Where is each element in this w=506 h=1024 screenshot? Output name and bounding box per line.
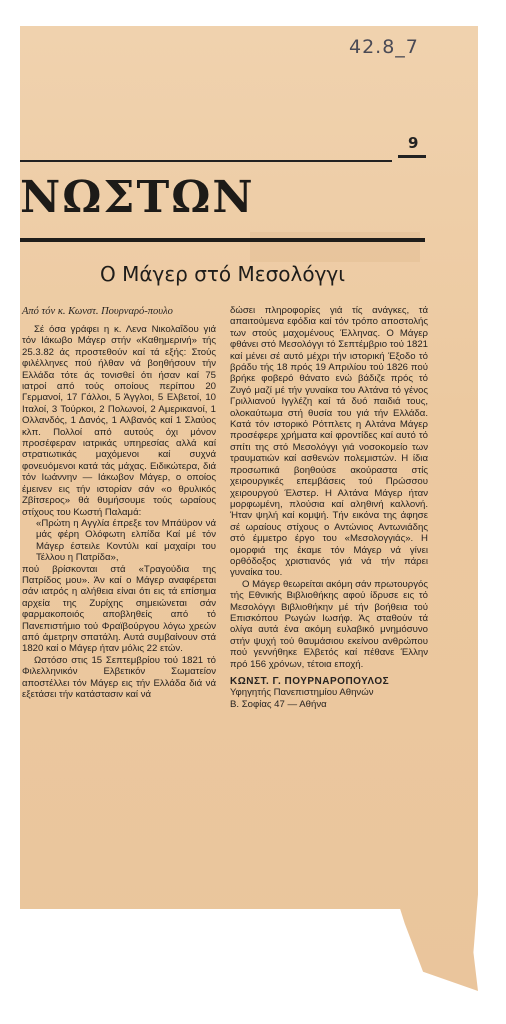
paragraph: Ο Μάγερ θεωρείται ακόμη σάν πρωτουργός τής Εθνικής Βιβλιοθήκης αφού ίδρυσε εις τό Μεσολόγγι Βιβλιοθήκην μέ τήν βοήθεια τού Επισκόπου Ρωγών Ιωσήφ. Άς σταθούν τά ολίγα αυτά ένα ακόμη ευλαβικό μνημόσυνο στήν ψυχή τού θαυμάσιου εκείνου ανθρώπου πού γεννήθηκε Ελβετός καί πέθανε Έλλην πρό 156 χρόνων, τέτοια εποχή. [230,578,428,670]
paragraph: Ωστόσο στις 15 Σεπτεμβρίου τού 1821 τό Φιλελληνικόν Ελβετικόν Σωματείον αποστέλλει τόν Μάγερ εις τήν Ελλάδα διά νά εξετάσει τήν κατάστασιν καί νά [22,654,216,700]
paragraph: Σέ όσα γράφει η κ. Λενα Νικολαΐδου γιά τόν Ιάκωβο Μάγερ στήν «Καθημερινή» τής 25.3.82 άς προστεθούν καί τά εξής: Στούς φιλέλληνες πού ήλθαν νά βοηθήσουν τήν Ελλάδα τότε άς τονισθεί ότι ήσαν καί 75 ιατροί από τούς οποίους περίπου 20 Γερμανοί, 17 Γάλλοι, 5 Άγγλοι, 5 Ελβετοί, 10 Ιταλοί, 3 Τούρκοι, 2 Πολωνοί, 2 Αμερικανοί, 1 Ολλανδός, 1 Δανός, 1 Αλβανός καί 1 Σλαύος κλπ. Πολλοί από αυτούς όχι μόνον προσέφεραν ιατρικάς υπηρεσίας αλλά καί στρατιωτικάς μαχόμενοι καί συχνά φονευόμενοι κατά τάς μάχας. Ειδικώτερα, διά τόν Ιωάννην — Ιάκωβον Μάγερ, ο οποίος έμεινεν εις τήν ιστορίαν σάν «ο θρυλικός Ζβίτσερος» θά θυμήσουμε τούς ωραίους στίχους του Κωστή Παλαμά: [22,324,216,518]
header-rule [20,160,392,162]
paragraph: πού βρίσκονται στά «Τραγούδια της Πατρίδος μου». Άν καί ο Μάγερ αναφέρεται σάν ιατρός η αλήθεια είναι ότι εις τά επίσημα αρχεία της Ζυρίχης σημειώνεται σάν φαρμακοποιός αποβληθείς από τό Πανεπιστήμιο τού Φραϊβούργου λόγω χρεών από άμετρην σπατάλη. Αυτά συμβαίνουν στά 1820 καί ο Μάγερ ήταν μόλις 22 ετών. [22,563,216,655]
masthead-rule [20,238,425,242]
author-address: Β. Σοφίας 47 — Αθήνα [230,698,327,710]
right-column [230,305,428,710]
masthead: ΝΩΣΤΩΝ [20,172,255,223]
author-signature: ΚΩΝΣΤ. Γ. ΠΟΥΡΝΑΡΟΠΟΥΛΟΣ [230,676,390,687]
handwritten-note: 42.8_7 [349,36,419,58]
author-title: Υφηγητής Πανεπιστημίου Αθηνών [230,687,374,699]
bleed-through [250,232,420,262]
byline: Από τόν κ. Κωνστ. Πουρναρό-πουλο [22,306,173,317]
article-title: Ο Μάγερ στό Μεσολόγγι [99,262,346,286]
page-number-rule [398,155,426,158]
poem-quote: «Πρώτη η Αγγλία έπρεξε τον Μπάϋρον νά μάς φέρη Ολόφωτη ελπίδα Καί μέ τόν Μάγερ έστειλε Κοντύλι καί μαχαίρι του Τέλλου η Πατρίδα», [36,517,216,564]
page-number: 9 [408,134,419,152]
paragraph: δώσει πληροφορίες γιά τίς ανάγκες, τά απαιτούμενα εφόδια καί τόν τρόπο αποστολής των στούς μαχομένους Έλληνας. Ο Μάγερ φθάνει στό Μεσολόγγι τό Σεπτέμβριο τού 1821 καί μένει σέ αυτό μέχρι τήν ιστορική Έξοδο τό βράδυ τής 18 πρός 19 Απριλίου τού 1826 πού βρήκε φοβερό θάνατο ενώ βάδιζε πρός τό Ζυγό μαζί μέ τήν γυναίκα του Αλτάνα τό γένος Γριλλιανού Ιγγλέζη καί τά δυό παιδιά τους, ολοκαύτωμα στή θυσία του γιά τήν Ελλάδα. Κατά τόν ιστορικό Ρότπλετς η Αλτάνα Μάγερ προσέφερε χρήματα καί φροντίδες καί αυτό τό σπίτι της στό Μεσολόγγι γιά νοσοκομείο των τραυματιών καί ασθενών πολεμιστών. Η ίδια προσωπικά βοηθούσε ακούραστα στίς χειρουργικές επεμβάσεις τού Πρώσσου χειρουργού Έλστερ. Η Αλτάνα Μάγερ ήταν μορφωμένη, πλούσια καί αληθινή καλλονή. Ήταν ψηλή καί κομψή. Τήν εικόνα της άφησε σέ ωραίους στίχους ο Αντώνιος Αντωνιάδης στό έμμετρο έργο του «Μεσολογγιάς». Η ομορφιά της έκαμε τόν Μάγερ νά γίνει ορθόδοξος χριστιανός γιά νά τήν πάρει γυναίκα του. [230,305,428,579]
left-column [22,305,216,700]
